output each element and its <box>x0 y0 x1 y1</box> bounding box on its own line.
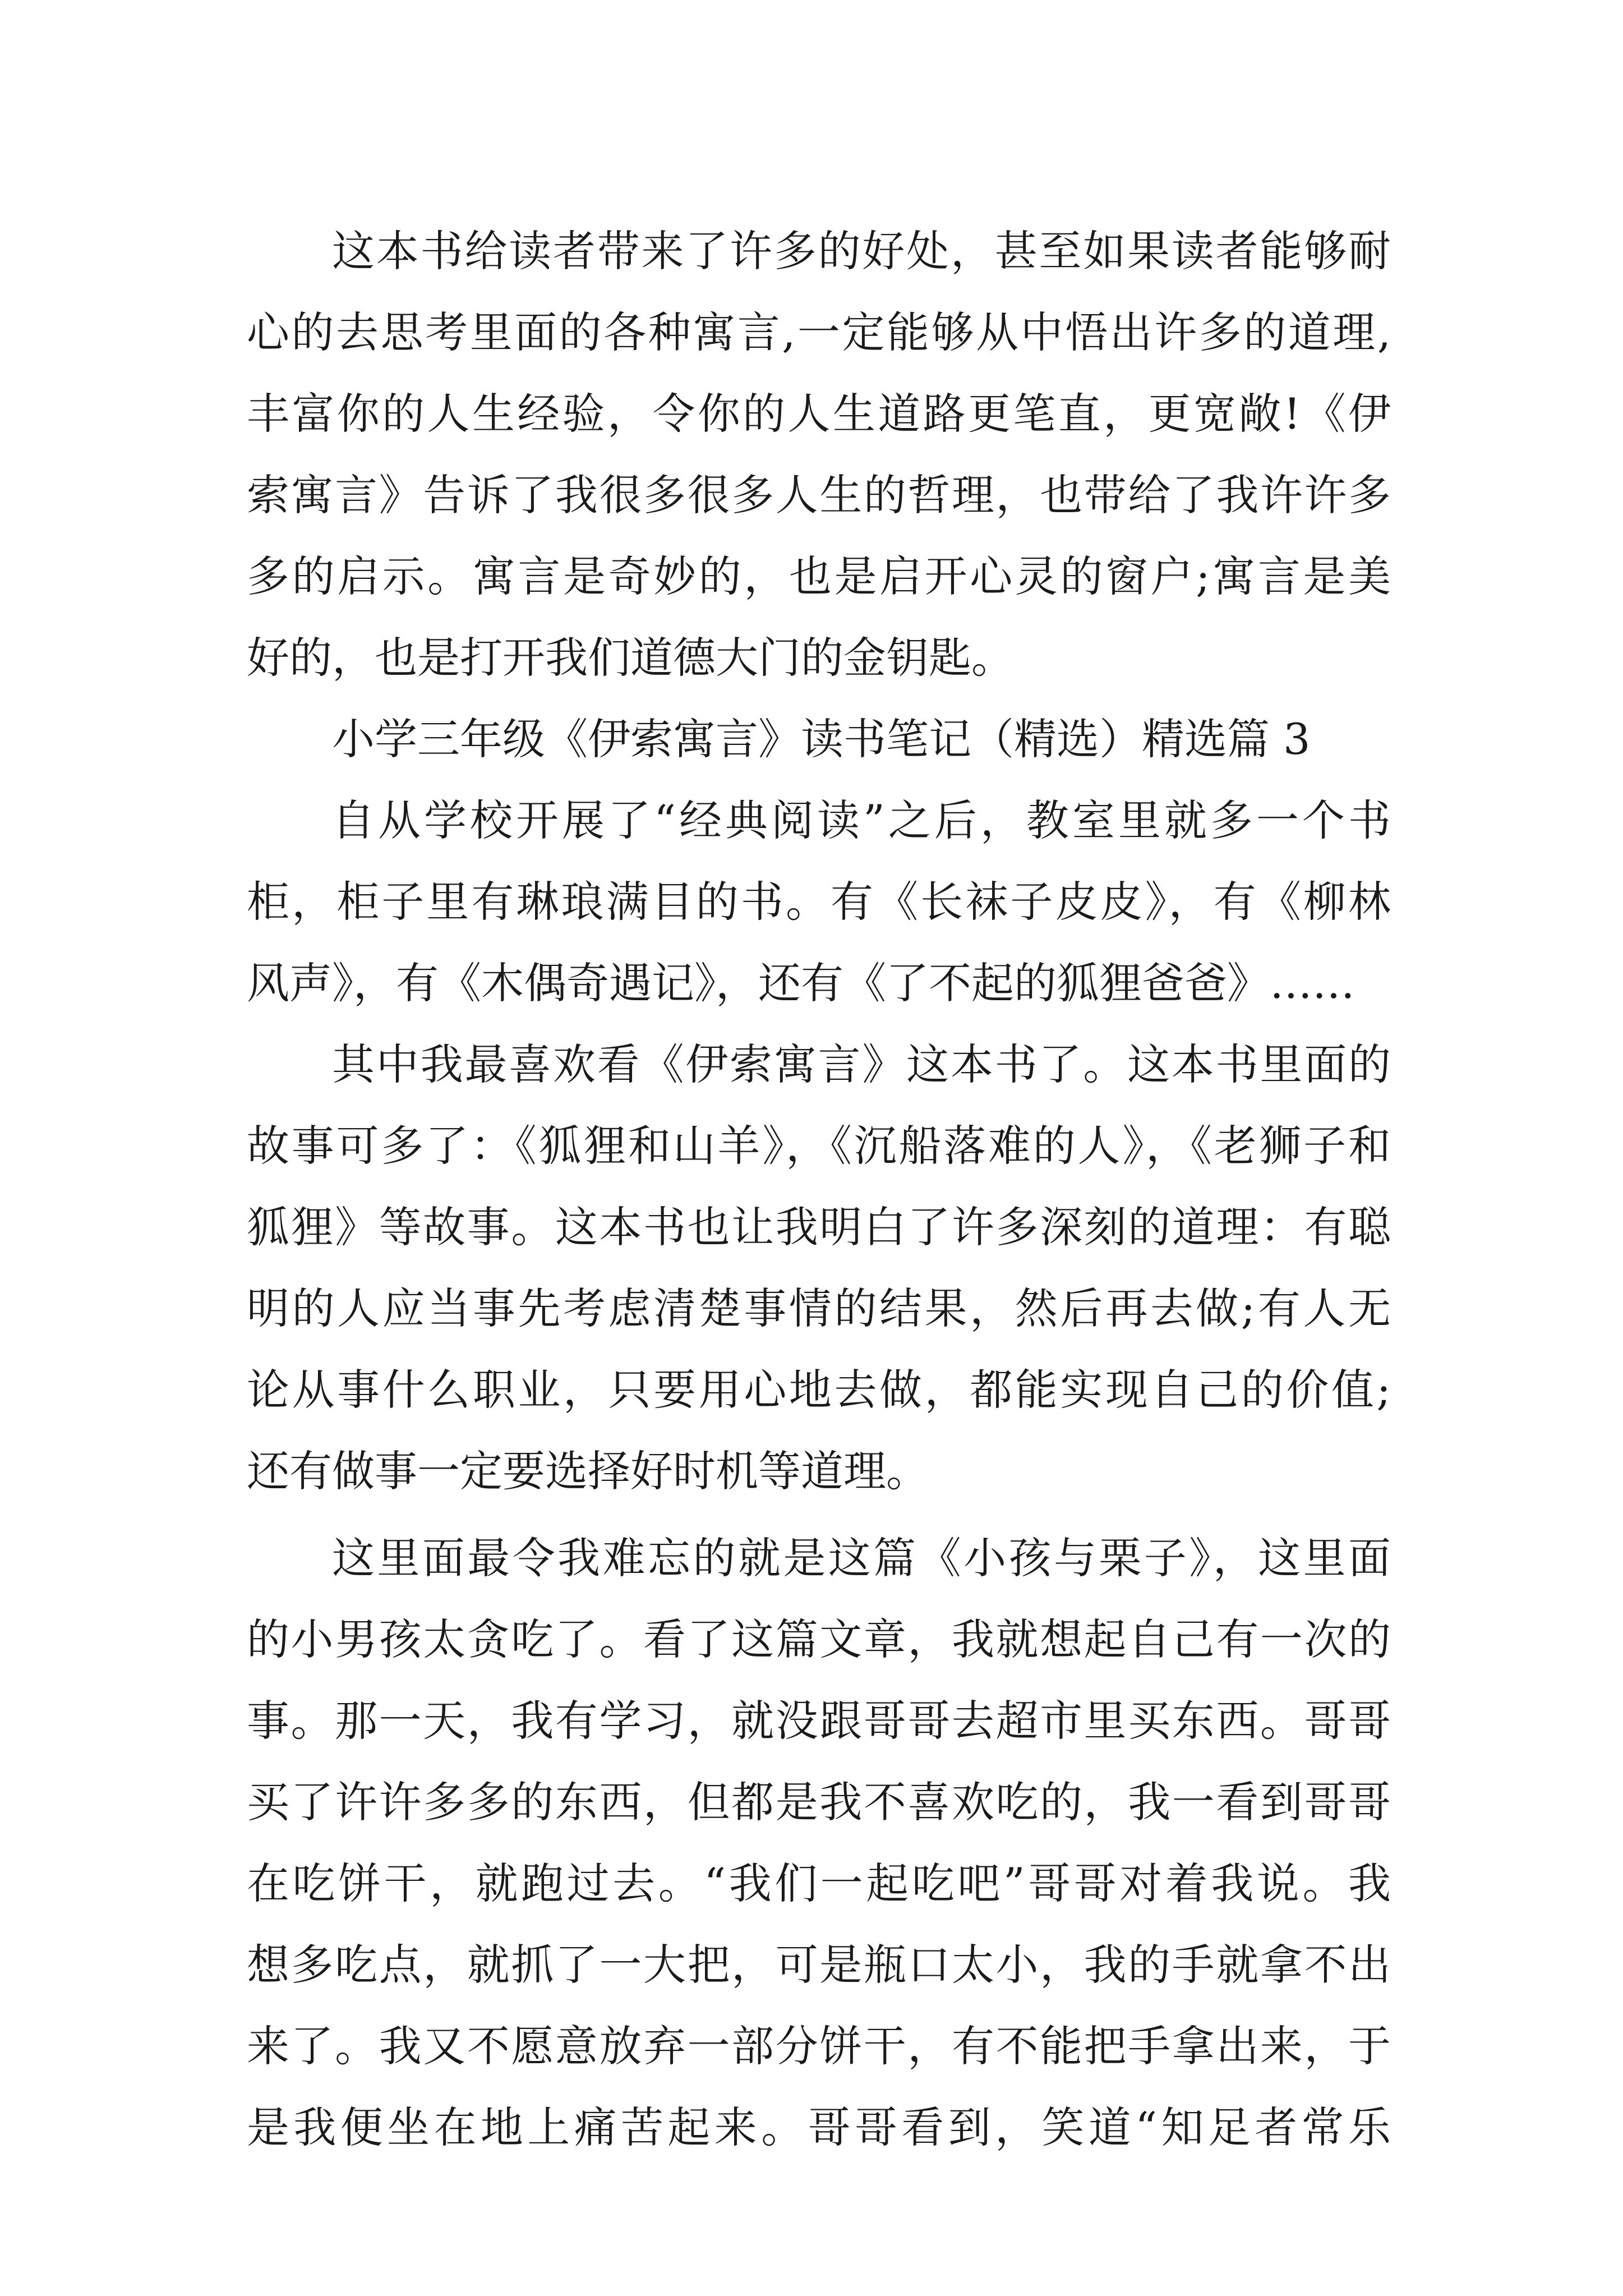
paragraph-intro-conclusion <box>247 210 1391 698</box>
text-line: 多的启示。寓言是奇妙的，也是启开心灵的窗户;寓言是美 <box>247 551 1391 601</box>
section-title: 小学三年级《伊索寓言》读书笔记（精选）精选篇 3 <box>332 714 1311 764</box>
text-line: 明的人应当事先考虑清楚事情的结果，然后再去做;有人无 <box>247 1283 1391 1333</box>
text-line: 这里面最令我难忘的就是这篇《小孩与栗子》，这里面 <box>332 1533 1391 1583</box>
text-line: 这本书给读者带来了许多的好处，甚至如果读者能够耐 <box>332 226 1391 276</box>
text-line: 心的去思考里面的各种寓言,一定能够从中悟出许多的道理, <box>247 307 1391 357</box>
text-line: 的小男孩太贪吃了。看了这篇文章，我就想起自己有一次的 <box>247 1614 1391 1664</box>
document-body <box>247 210 1391 2168</box>
text-line: 买了许许多多的东西，但都是我不喜欢吃的，我一看到哥哥 <box>247 1777 1391 1827</box>
text-line: 丰富你的人生经验，令你的人生道路更笔直，更宽敞!《伊 <box>247 389 1391 439</box>
text-line: 狐狸》等故事。这本书也让我明白了许多深刻的道理：有聪 <box>247 1202 1391 1252</box>
text-line: 想多吃点，就抓了一大把，可是瓶口太小，我的手就拿不出 <box>247 1940 1391 1990</box>
text-line: 好的，也是打开我们道德大门的金钥匙。 <box>247 633 1014 683</box>
text-line: 风声》，有《木偶奇遇记》，还有《了不起的狐狸爸爸》…… <box>247 958 1355 1008</box>
paragraph-favorite <box>247 1024 1391 1512</box>
text-line: 还有做事一定要选择好时机等道理。 <box>247 1446 929 1496</box>
text-line: 在吃饼干，就跑过去。“我们一起吃吧”哥哥对着我说。我 <box>247 1858 1391 1908</box>
text-line: 论从事什么职业，只要用心地去做，都能实现自己的价值; <box>247 1365 1391 1415</box>
text-line: 来了。我又不愿意放弃一部分饼干，有不能把手拿出来，于 <box>247 2021 1391 2071</box>
text-line: 索寓言》告诉了我很多很多人生的哲理，也带给了我许许多 <box>247 470 1391 520</box>
paragraph-bookcase <box>247 780 1391 1024</box>
text-line: 柜，柜子里有琳琅满目的书。有《长袜子皮皮》，有《柳林 <box>247 877 1391 927</box>
section-heading <box>247 698 1391 780</box>
text-line: 其中我最喜欢看《伊索寓言》这本书了。这本书里面的 <box>332 1039 1391 1089</box>
text-line: 是我便坐在地上痛苦起来。哥哥看到，笑道“知足者常乐 <box>247 2102 1391 2152</box>
text-line: 事。那一天，我有学习，就没跟哥哥去超市里买东西。哥哥 <box>247 1696 1391 1746</box>
text-line: 自从学校开展了“经典阅读”之后，教室里就多一个书 <box>332 795 1391 845</box>
paragraph-chestnuts <box>247 1517 1391 2168</box>
paragraph-gap <box>247 1512 1391 1517</box>
text-line: 故事可多了：《狐狸和山羊》，《沉船落难的人》，《老狮子和 <box>247 1121 1391 1171</box>
